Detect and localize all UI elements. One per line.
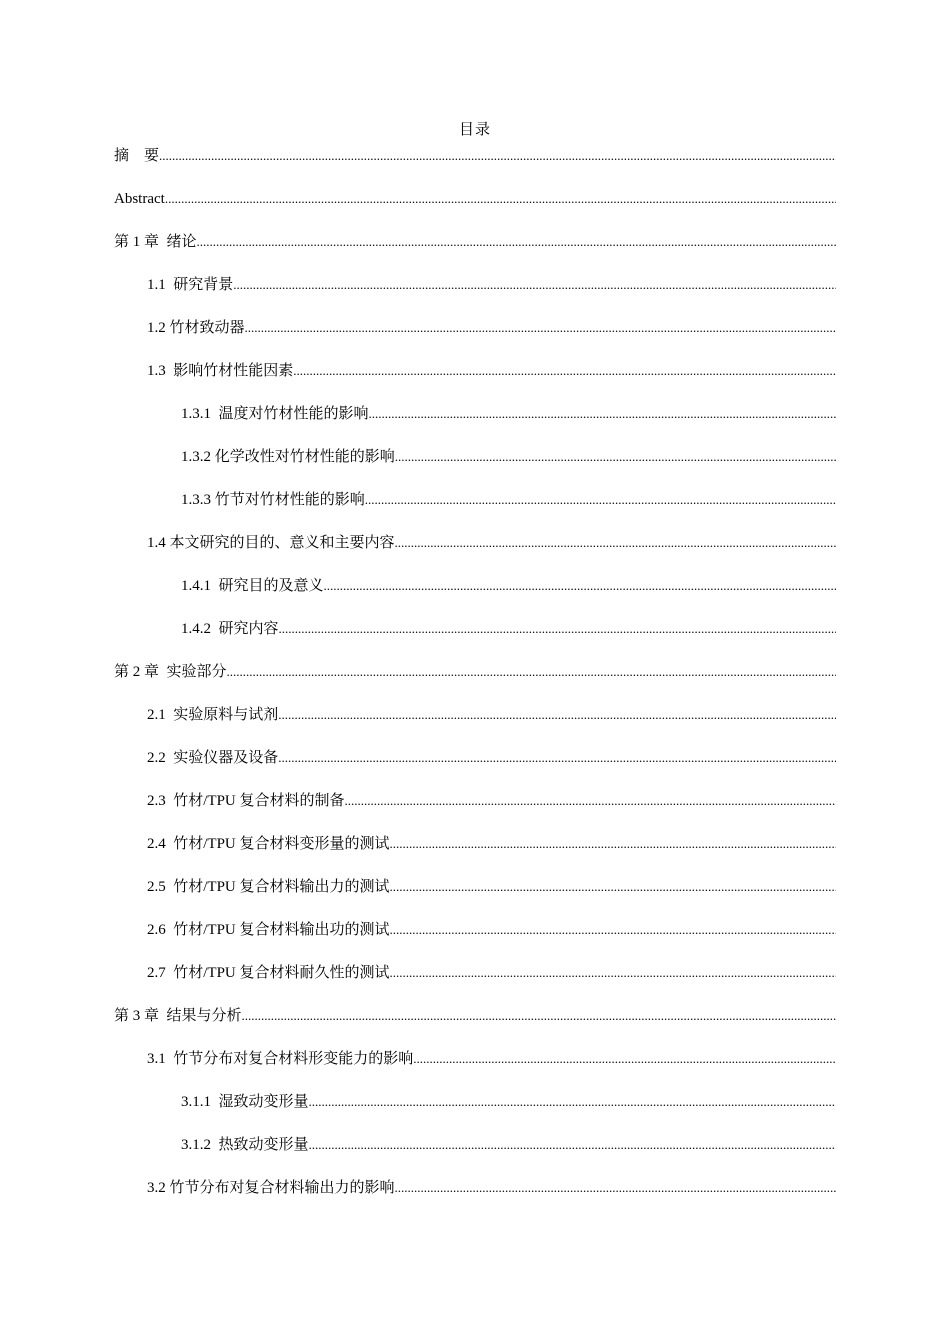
toc-entry-1-4[interactable] <box>114 533 836 576</box>
toc-entry-label: 第 3 章 结果与分析 <box>114 1008 242 1024</box>
toc-leader-dots <box>165 189 836 209</box>
toc-leader-dots <box>197 232 836 252</box>
toc-entry-chapter-3[interactable] <box>114 1006 836 1049</box>
toc-entry-3-2[interactable] <box>114 1178 836 1221</box>
toc-entry-abstract-cn[interactable] <box>114 146 836 189</box>
toc-leader-dots <box>413 1049 836 1069</box>
toc-leader-dots <box>309 1135 836 1155</box>
toc-leader-dots <box>390 920 836 940</box>
toc-entry-label: 2.2 实验仪器及设备 <box>147 750 279 766</box>
toc-entry-label: 3.1 竹节分布对复合材料形变能力的影响 <box>147 1051 414 1067</box>
toc-entry-label: 摘 要 <box>114 148 160 164</box>
toc-entry-label: 第 2 章 实验部分 <box>114 664 227 680</box>
toc-entry-chapter-1[interactable] <box>114 232 836 275</box>
toc-leader-dots <box>390 963 836 983</box>
toc-entry-label: 1.3.3 竹节对竹材性能的影响 <box>181 492 365 508</box>
toc-leader-dots <box>365 490 836 510</box>
toc-leader-dots <box>324 576 836 596</box>
toc-entry-label: 2.1 实验原料与试剂 <box>147 707 279 723</box>
toc-entry-2-4[interactable] <box>114 834 836 877</box>
toc-entry-label: 1.2 竹材致动器 <box>147 320 245 336</box>
toc-leader-dots <box>279 619 836 639</box>
toc-entry-label: 1.3 影响竹材性能因素 <box>147 363 294 379</box>
toc-leader-dots <box>233 275 836 295</box>
toc-leader-dots <box>390 834 836 854</box>
toc-entry-label: 第 1 章 绪论 <box>114 234 197 250</box>
toc-list <box>114 146 836 1221</box>
toc-entry-2-2[interactable] <box>114 748 836 791</box>
toc-leader-dots <box>395 447 836 467</box>
toc-leader-dots <box>293 361 836 381</box>
toc-leader-dots <box>369 404 836 424</box>
toc-entry-1-3-2[interactable] <box>114 447 836 490</box>
toc-entry-2-6[interactable] <box>114 920 836 963</box>
toc-leader-dots <box>395 533 836 553</box>
toc-entry-label: 3.1.1 湿致动变形量 <box>181 1094 309 1110</box>
toc-entry-1-3[interactable] <box>114 361 836 404</box>
toc-entry-label: 2.7 竹材/TPU 复合材料耐久性的测试 <box>147 965 390 981</box>
toc-entry-label: 1.1 研究背景 <box>147 277 234 293</box>
toc-leader-dots <box>395 1178 836 1198</box>
toc-entry-label: 1.4.1 研究目的及意义 <box>181 578 324 594</box>
toc-entry-label: Abstract <box>114 191 165 207</box>
toc-entry-3-1[interactable] <box>114 1049 836 1092</box>
toc-entry-1-1[interactable] <box>114 275 836 318</box>
toc-entry-3-1-2[interactable] <box>114 1135 836 1178</box>
toc-leader-dots <box>309 1092 836 1112</box>
toc-entry-label: 2.4 竹材/TPU 复合材料变形量的测试 <box>147 836 390 852</box>
toc-entry-chapter-2[interactable] <box>114 662 836 705</box>
toc-leader-dots <box>278 748 836 768</box>
toc-entry-1-3-1[interactable] <box>114 404 836 447</box>
toc-leader-dots <box>227 662 836 682</box>
toc-entry-2-7[interactable] <box>114 963 836 1006</box>
toc-leader-dots <box>159 146 836 166</box>
toc-leader-dots <box>278 705 836 725</box>
toc-entry-2-5[interactable] <box>114 877 836 920</box>
toc-entry-2-3[interactable] <box>114 791 836 834</box>
toc-entry-2-1[interactable] <box>114 705 836 748</box>
toc-leader-dots <box>345 791 836 811</box>
toc-leader-dots <box>390 877 836 897</box>
toc-entry-label: 1.3.2 化学改性对竹材性能的影响 <box>181 449 395 465</box>
toc-entry-label: 3.1.2 热致动变形量 <box>181 1137 309 1153</box>
toc-entry-1-2[interactable] <box>114 318 836 361</box>
toc-entry-label: 1.4 本文研究的目的、意义和主要内容 <box>147 535 395 551</box>
toc-entry-label: 2.3 竹材/TPU 复合材料的制备 <box>147 793 345 809</box>
toc-entry-abstract-en[interactable] <box>114 189 836 232</box>
toc-leader-dots <box>245 318 836 338</box>
toc-title: 目录 <box>458 122 491 138</box>
toc-entry-3-1-1[interactable] <box>114 1092 836 1135</box>
toc-entry-label: 1.4.2 研究内容 <box>181 621 279 637</box>
toc-entry-1-4-2[interactable] <box>114 619 836 662</box>
toc-entry-label: 2.6 竹材/TPU 复合材料输出功的测试 <box>147 922 390 938</box>
toc-leader-dots <box>242 1006 836 1026</box>
toc-entry-label: 2.5 竹材/TPU 复合材料输出力的测试 <box>147 879 390 895</box>
toc-entry-1-3-3[interactable] <box>114 490 836 533</box>
toc-entry-label: 1.3.1 温度对竹材性能的影响 <box>181 406 369 422</box>
toc-entry-label: 3.2 竹节分布对复合材料输出力的影响 <box>147 1180 395 1196</box>
toc-entry-1-4-1[interactable] <box>114 576 836 619</box>
